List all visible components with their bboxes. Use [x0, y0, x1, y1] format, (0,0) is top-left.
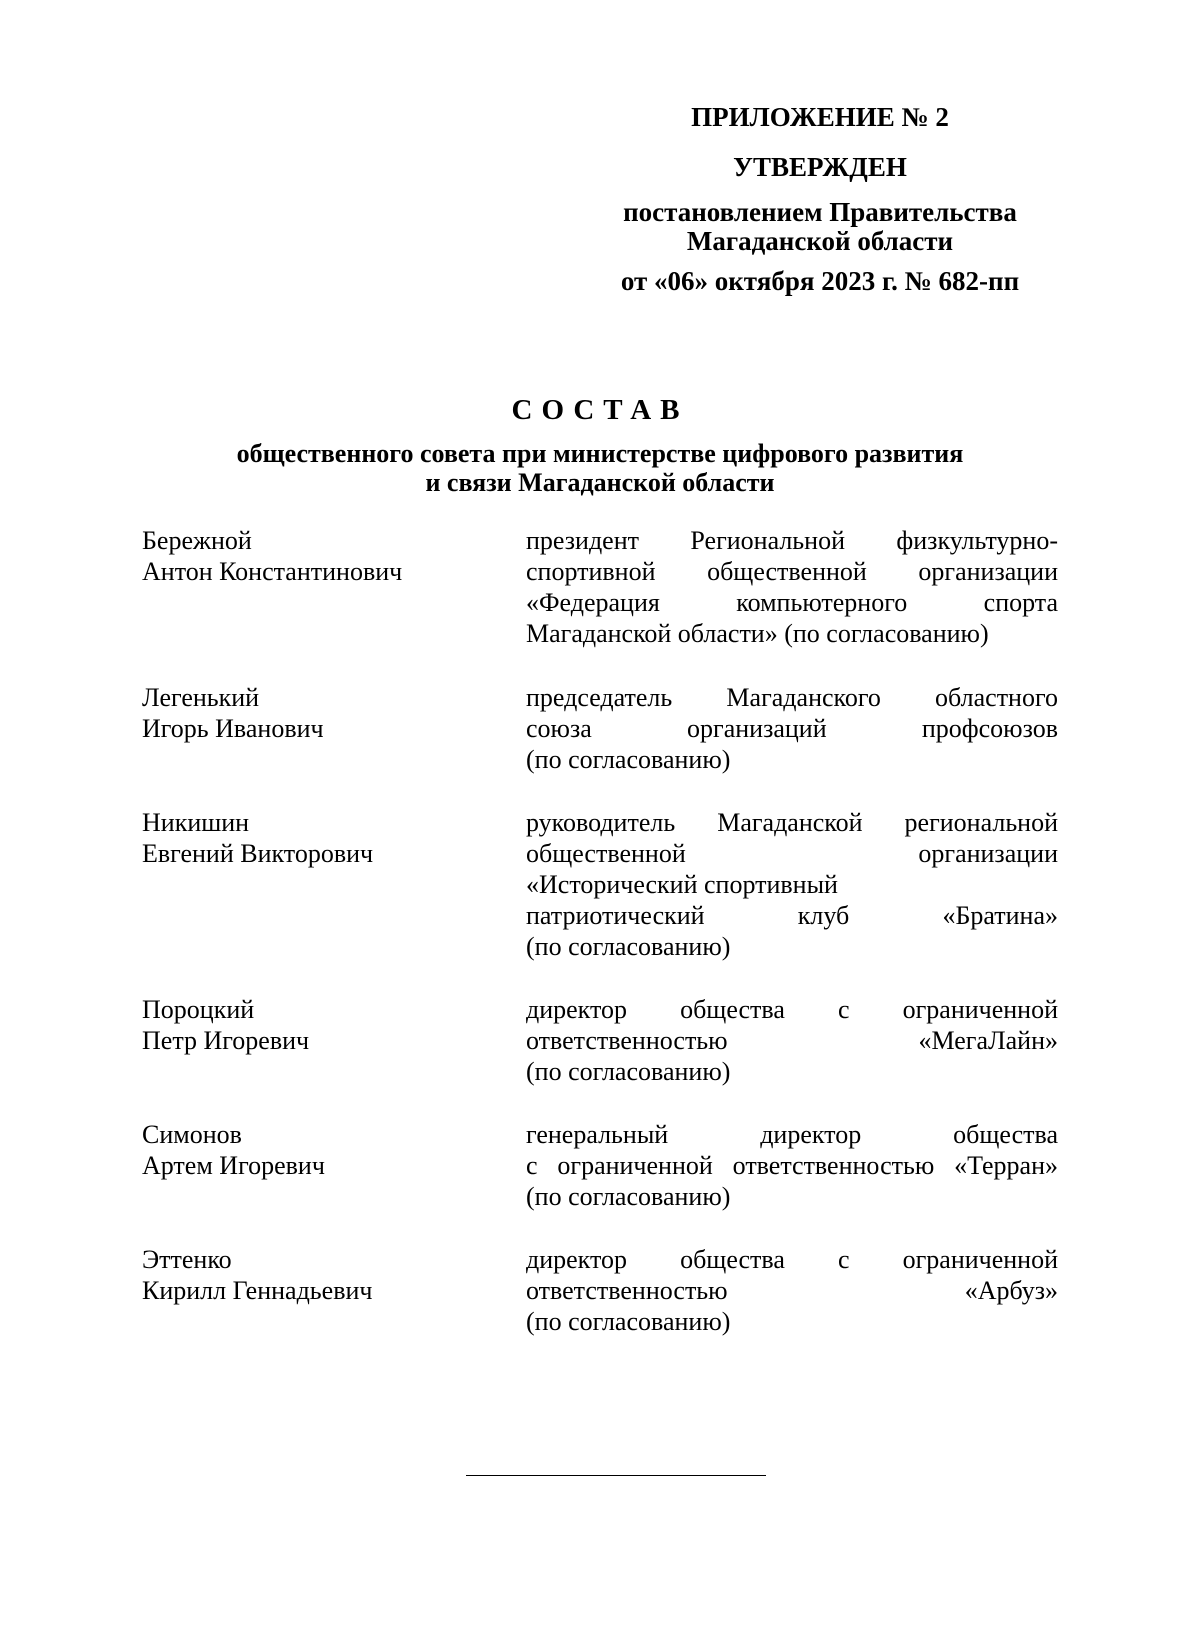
role-line: директор общества с ограниченной: [526, 1245, 1058, 1274]
decree-reference: [600, 198, 1040, 256]
member-row: [142, 525, 1058, 649]
end-of-document-rule: [466, 1475, 766, 1476]
decree-date: от «06» октября 2023 г. № 682-пп: [620, 266, 1020, 296]
role-line: «Федерация компьютерного спорта: [526, 588, 1058, 617]
document-title: [0, 392, 1200, 497]
title-subtitle: [0, 439, 1200, 497]
member-surname: Легенький: [142, 683, 260, 712]
role-line: (по согласованию): [526, 745, 731, 774]
member-surname: Симонов: [142, 1120, 242, 1149]
role-line: ответственностью «МегаЛайн»: [526, 1026, 1058, 1055]
role-line: ответственностью «Арбуз»: [526, 1276, 1058, 1305]
member-surname: Бережной: [142, 526, 252, 555]
member-given-names: Артем Игоревич: [142, 1151, 325, 1180]
role-line: общественной организации: [526, 839, 1058, 868]
member-name: [142, 1119, 526, 1212]
member-name: [142, 807, 526, 962]
decree-line: Магаданской области: [686, 226, 954, 256]
member-role: [526, 807, 1058, 962]
role-line: с ограниченной ответственностью «Терран»: [526, 1151, 1058, 1180]
member-name: [142, 525, 526, 649]
role-line: спортивной общественной организации: [526, 557, 1058, 586]
role-line: патриотический клуб «Братина»: [526, 901, 1058, 930]
role-line: (по согласованию): [526, 1307, 731, 1336]
role-line: (по согласованию): [526, 1182, 731, 1211]
role-line: председатель Магаданского областного: [526, 683, 1058, 712]
member-surname: Эттенко: [142, 1245, 232, 1274]
annex-label: ПРИЛОЖЕНИЕ № 2: [691, 102, 949, 132]
approval-header: [600, 100, 1040, 298]
role-line: союза организаций профсоюзов: [526, 714, 1058, 743]
subtitle-line: и связи Магаданской области: [425, 468, 775, 497]
member-given-names: Антон Константинович: [142, 557, 403, 586]
member-row: [142, 682, 1058, 775]
role-line: президент Региональной физкультурно-: [526, 526, 1058, 555]
member-name: [142, 1244, 526, 1337]
member-row: [142, 807, 1058, 962]
role-line: (по согласованию): [526, 1057, 731, 1086]
member-role: [526, 682, 1058, 775]
member-given-names: Петр Игоревич: [142, 1026, 310, 1055]
role-line: директор общества с ограниченной: [526, 995, 1058, 1024]
member-row: [142, 994, 1058, 1087]
member-name: [142, 682, 526, 775]
subtitle-line: общественного совета при министерстве цифрового развития: [236, 439, 964, 468]
member-name: [142, 994, 526, 1087]
member-given-names: Евгений Викторович: [142, 839, 374, 868]
role-line: руководитель Магаданской региональной: [526, 808, 1058, 837]
member-role: [526, 525, 1058, 649]
member-surname: Пороцкий: [142, 995, 255, 1024]
role-line: (по согласованию): [526, 932, 731, 961]
member-given-names: Игорь Иванович: [142, 714, 324, 743]
member-role: [526, 1119, 1058, 1212]
role-line: Магаданской области» (по согласованию): [526, 619, 989, 648]
member-surname: Никишин: [142, 808, 250, 837]
decree-line: постановлением Правительства: [623, 197, 1017, 227]
member-role: [526, 1244, 1058, 1337]
title-main: СОСТАВ: [511, 394, 689, 426]
member-row: [142, 1119, 1058, 1212]
approved-label: УТВЕРЖДЕН: [733, 152, 907, 182]
member-given-names: Кирилл Геннадьевич: [142, 1276, 373, 1305]
member-list: [142, 525, 1058, 1337]
role-line: генеральный директор общества: [526, 1120, 1058, 1149]
member-row: [142, 1244, 1058, 1337]
role-line: «Исторический спортивный: [526, 870, 838, 899]
member-role: [526, 994, 1058, 1087]
